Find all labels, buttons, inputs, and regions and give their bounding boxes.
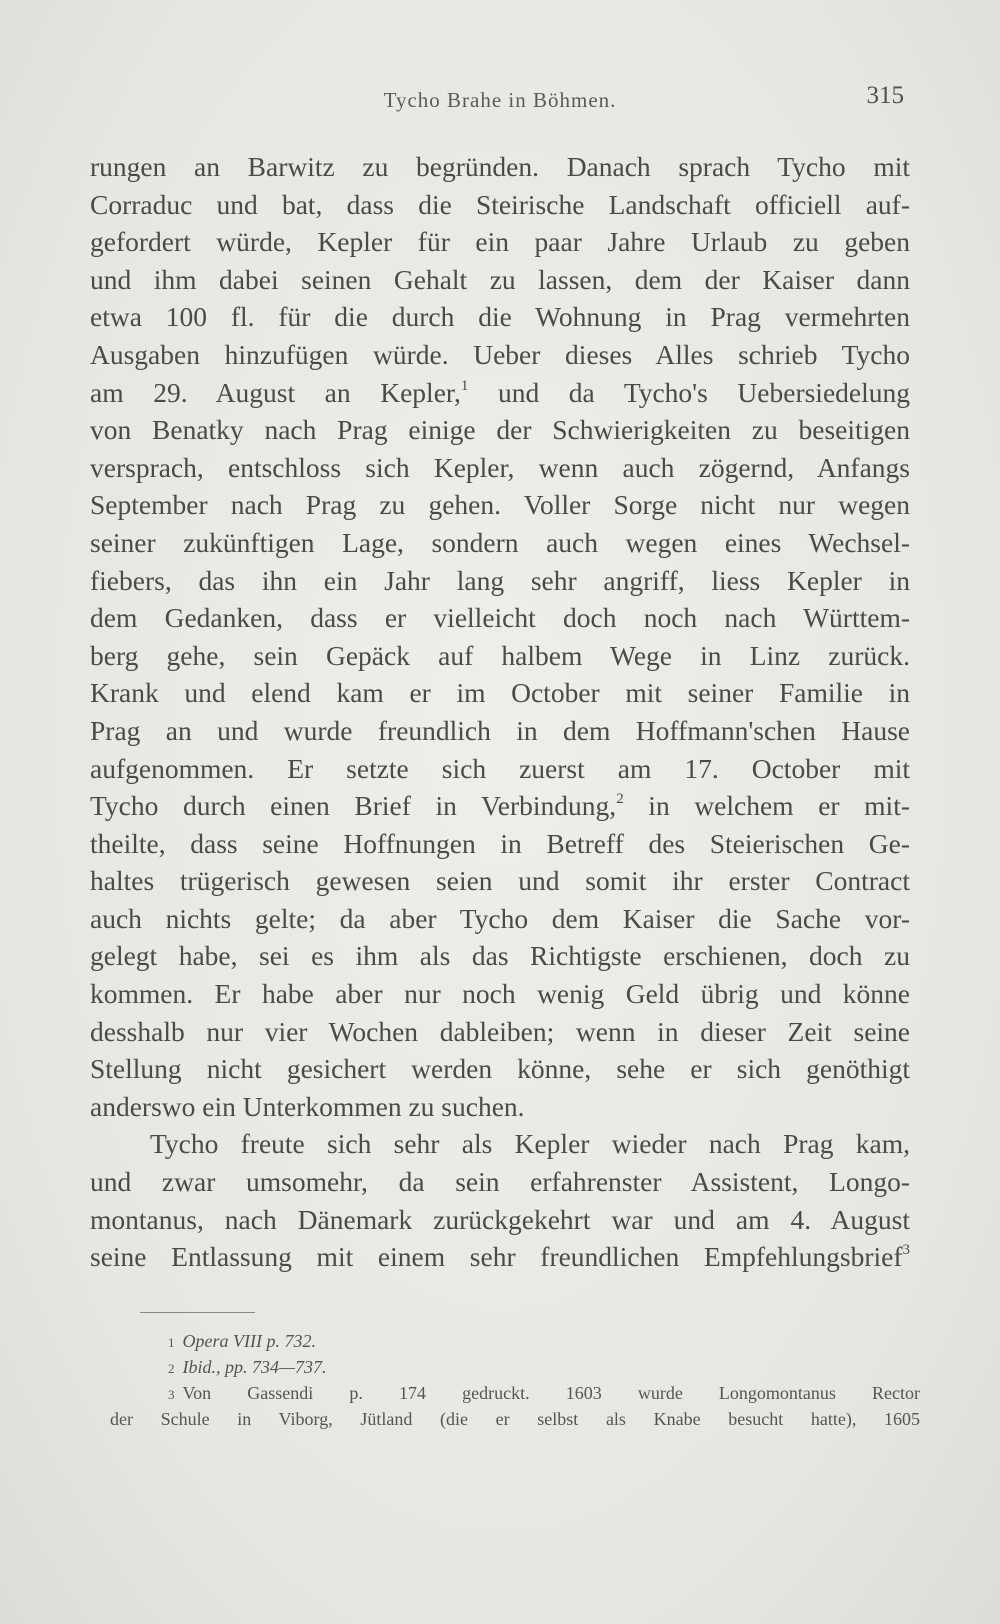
- footnote-text: Von Gassendi p. 174 gedruckt. 1603 wurde Longomontanus Rector: [182, 1383, 920, 1403]
- footnote-ref-3[interactable]: 3: [902, 1242, 910, 1259]
- footnote-ref-1[interactable]: 1: [460, 377, 469, 394]
- body-line: theilte, dass seine Hoffnungen in Betreff des Steierischen Ge-: [90, 827, 910, 859]
- footnote-mark: 3: [168, 1387, 175, 1402]
- footnote-2: [110, 1354, 920, 1380]
- body-line: von Benatky nach Prag einige der Schwierigkeiten zu beseitigen: [90, 414, 910, 446]
- body-line: Corraduc und bat, dass die Steirische Landschaft officiell auf-: [90, 188, 910, 220]
- body-line: desshalb nur vier Wochen dableiben; wenn in dieser Zeit seine: [90, 1015, 910, 1047]
- footnote-mark: 2: [168, 1361, 175, 1376]
- page-number: 315: [866, 82, 904, 109]
- footnote-text: der Schule in Viborg, Jütland (die er selbst als Knabe besucht hatte), 1605: [110, 1409, 920, 1429]
- body-line: Ausgaben hinzufügen würde. Ueber dieses Alles schrieb Tycho: [90, 338, 910, 370]
- body-line: und zwar umsomehr, da sein erfahrenster Assistent, Longo-: [90, 1166, 910, 1198]
- footnote-text: Opera VIII p. 732.: [182, 1331, 316, 1351]
- body-line: Stellung nicht gesichert werden könne, sehe er sich genöthigt: [90, 1053, 910, 1085]
- footnote-ref-2[interactable]: 2: [616, 791, 624, 808]
- line-text: Tycho durch einen Brief in Verbindung,: [90, 790, 617, 822]
- body-line: berg gehe, sein Gepäck auf halbem Wege in Linz zurück.: [90, 639, 910, 671]
- footnote-1: [110, 1328, 920, 1354]
- body-line: aufgenommen. Er setzte sich zuerst am 17. October mit: [90, 752, 910, 784]
- body-line: fiebers, das ihn ein Jahr lang sehr angriff, liess Kepler in: [90, 564, 910, 596]
- body-line: versprach, entschloss sich Kepler, wenn auch zögernd, Anfangs: [90, 451, 910, 483]
- body-line: September nach Prag zu gehen. Voller Sorge nicht nur wegen: [90, 489, 910, 521]
- body-text: [90, 148, 910, 1276]
- line-text: am 29. August an Kepler,: [90, 376, 461, 408]
- line-text-rest: in welchem er mit-: [623, 790, 911, 822]
- body-line: Krank und elend kam er im October mit seiner Familie in: [90, 677, 910, 709]
- body-line: montanus, nach Dänemark zurückgekehrt war und am 4. August: [90, 1203, 910, 1235]
- body-line: rungen an Barwitz zu begründen. Danach sprach Tycho mit: [90, 151, 910, 182]
- footnote-mark: 1: [168, 1335, 175, 1350]
- body-line: dem Gedanken, dass er vielleicht doch noch nach Württem-: [90, 602, 910, 634]
- body-line-with-footnote-ref: [90, 787, 910, 825]
- running-head: [90, 82, 910, 122]
- body-line: und ihm dabei seinen Gehalt zu lassen, dem der Kaiser dann: [90, 263, 910, 295]
- paragraph-start-line: Tycho freute sich sehr als Kepler wieder nach Prag kam,: [150, 1128, 910, 1160]
- footnote-3-continued: [110, 1406, 920, 1432]
- body-line-with-footnote-ref: [90, 374, 910, 412]
- footnote-3: [110, 1380, 920, 1406]
- body-line: auch nichts gelte; da aber Tycho dem Kaiser die Sache vor-: [90, 902, 910, 934]
- body-line-with-footnote-ref: [90, 1238, 910, 1276]
- body-line: gelegt habe, sei es ihm als das Richtigste erschienen, doch zu: [90, 940, 910, 972]
- footnote-divider: [140, 1312, 255, 1313]
- body-line: haltes trügerisch gewesen seien und somit ihr erster Contract: [90, 865, 910, 897]
- body-line: gefordert würde, Kepler für ein paar Jahre Urlaub zu geben: [90, 226, 910, 258]
- footnotes: [110, 1328, 920, 1432]
- body-line: anderswo ein Unterkommen zu suchen.: [90, 1090, 525, 1122]
- body-line: kommen. Er habe aber nur noch wenig Geld übrig und könne: [90, 978, 910, 1010]
- running-title: Tycho Brahe in Böhmen.: [383, 88, 617, 112]
- line-text-rest: und da Tycho's Uebersiedelung: [468, 376, 910, 408]
- footnote-text: Ibid., pp. 734—737.: [182, 1357, 327, 1377]
- body-line: seiner zukünftigen Lage, sondern auch wegen eines Wechsel-: [90, 526, 910, 558]
- body-line: etwa 100 fl. für die durch die Wohnung in Prag vermehrten: [90, 301, 910, 333]
- body-line: Prag an und wurde freundlich in dem Hoffmann'schen Hause: [90, 714, 910, 746]
- line-text: seine Entlassung mit einem sehr freundlichen Empfehlungsbrief: [90, 1241, 903, 1273]
